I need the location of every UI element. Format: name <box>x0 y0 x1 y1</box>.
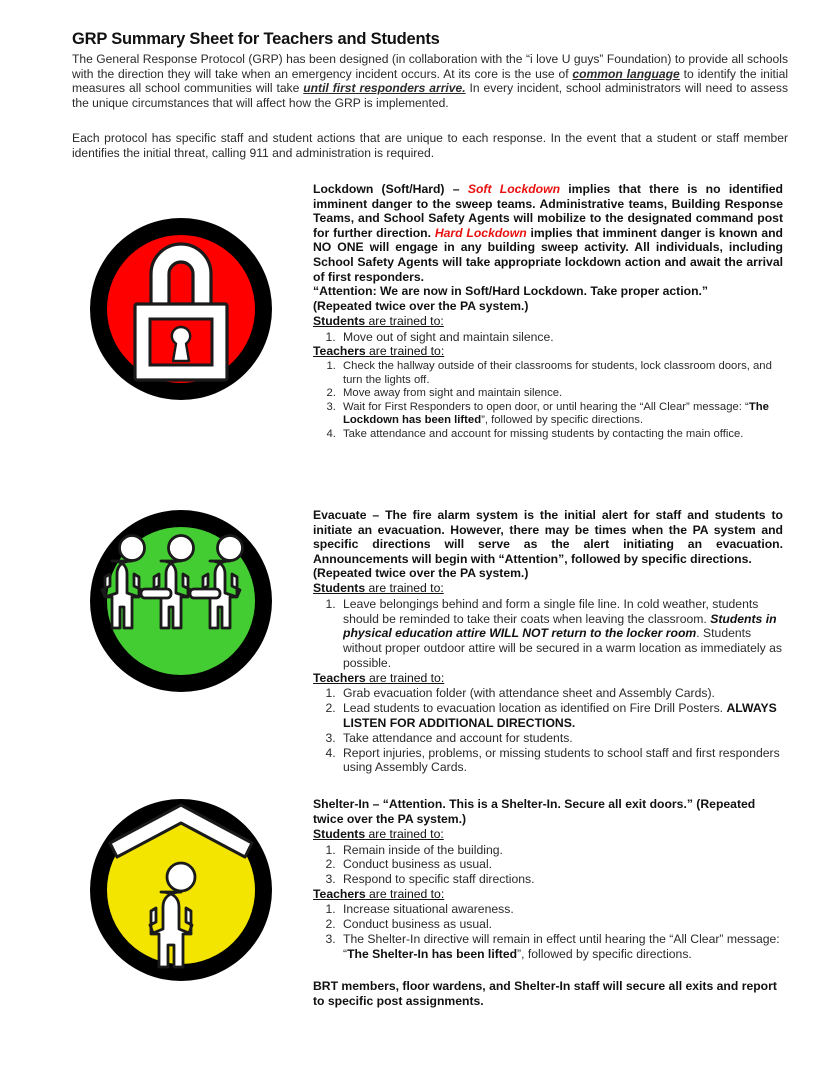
shelter-students-steps <box>313 843 783 887</box>
lockdown-students-steps <box>313 330 783 345</box>
evacuate-lead-paragraph: Evacuate – The fire alarm system is the initial alert for staff and students to initiate an evacuation. However, there may be times when the PA system and specific directions will serve as the alert initiating an evacuation. Announcements will begin with “Attention”, followed by specific directions. <box>313 508 783 566</box>
shelter-closing-statement: BRT members, floor wardens, and Shelter-In staff will secure all exits and report to specific post assignments. <box>313 978 777 1008</box>
evacuate-teachers-label <box>313 671 783 687</box>
list-item: 2. Conduct business as usual. <box>339 917 783 932</box>
three-people-holding-hands-icon <box>88 508 274 694</box>
evacuate-icon-container <box>88 508 274 694</box>
evacuate-repeat-note: (Repeated twice over the PA system.) <box>313 566 529 581</box>
list-item: 4. Take attendance and account for missing students by contacting the main office. <box>339 428 783 442</box>
lockdown-step3-bold: The Lockdown has been lifted <box>343 400 769 427</box>
lockdown-hard-emphasis: Hard Lockdown <box>434 225 527 240</box>
page-title: GRP Summary Sheet for Teachers and Students <box>72 30 440 48</box>
list-item: 3. Take attendance and account for students. <box>339 731 783 746</box>
lockdown-teachers-word: Teachers <box>313 344 366 359</box>
list-item <box>339 597 783 671</box>
lockdown-lead-a: Lockdown (Soft/Hard) – <box>313 182 468 196</box>
evacuate-student-step1-emphasis: Students in physical education attire WILL NOT return to the locker room <box>343 611 777 641</box>
evacuate-teachers-steps <box>313 686 783 775</box>
lockdown-lead-b: implies that there is no identified imminent danger to the sweep teams. Administrative teams, Building Response Teams, and School Safety Agents will mobilize to the designated command post for further direction. <box>313 182 783 240</box>
lockdown-announcement: “Attention: We are now in Soft/Hard Lockdown. Take proper action.” <box>313 284 708 299</box>
evacuate-students-rest: are trained to: <box>365 581 444 596</box>
intro-text-part-c: In every incident, school administrators will need to assess the unique circumstances that will affect how the GRP is implemented. <box>72 81 788 110</box>
lockdown-repeat-note: (Repeated twice over the PA system.) <box>313 299 529 314</box>
lockdown-soft-emphasis: Soft Lockdown <box>467 182 561 196</box>
shelter-text-column <box>313 797 783 1009</box>
lockdown-students-rest: are trained to: <box>365 314 444 329</box>
intro-text-part-b: to identify the initial measures all school communities will take <box>72 66 789 96</box>
evacuate-student-step1-b: . Students without proper outdoor attire will be secured in a warm location as immediately as possible. <box>343 626 782 671</box>
list-item: 2. Move away from sight and maintain silence. <box>339 387 783 401</box>
document-header <box>72 30 788 161</box>
evacuate-students-steps <box>313 597 783 671</box>
evacuate-students-word: Students <box>313 581 366 596</box>
padlock-icon <box>88 216 274 402</box>
shelter-teachers-label <box>313 887 783 903</box>
shelter-step3-a: The Shelter-In directive will remain in effect until hearing the “All Clear” message: “ <box>343 931 780 961</box>
list-item: 1. Increase situational awareness. <box>339 902 783 917</box>
person-under-roof-icon <box>88 797 274 983</box>
shelter-teachers-steps <box>313 902 783 961</box>
evacuate-teachers-word: Teachers <box>313 670 366 685</box>
shelter-step3-bold: The Shelter-In has been lifted <box>347 946 518 961</box>
shelter-students-word: Students <box>313 827 366 841</box>
intro-paragraph-2: Each protocol has specific staff and student actions that are unique to each response. In the event that a student or staff member identifies the initial threat, calling 911 and administration is required. <box>72 131 788 160</box>
lockdown-text-column <box>313 182 783 442</box>
list-item: 4. Report injuries, problems, or missing students to school staff and first responders using Assembly Cards. <box>339 746 783 776</box>
lockdown-students-word: Students <box>313 314 366 329</box>
intro-paragraph-1 <box>72 52 788 110</box>
shelter-teachers-word: Teachers <box>313 886 366 901</box>
lockdown-students-label <box>313 314 783 330</box>
list-item <box>339 701 783 731</box>
evacuate-teacher-step2-bold: ALWAYS LISTEN FOR ADDITIONAL DIRECTIONS. <box>343 701 777 730</box>
shelter-step3-b: ”, followed by specific directions. <box>517 946 692 961</box>
lockdown-lead-paragraph <box>313 182 783 284</box>
list-item <box>339 401 783 428</box>
list-item: 2. Conduct business as usual. <box>339 857 783 872</box>
list-item: 1. Check the hallway outside of their classrooms for students, lock classroom doors, and turn the lights off. <box>339 360 783 387</box>
lockdown-icon-container <box>88 216 274 402</box>
shelter-icon-container <box>88 797 274 983</box>
evacuate-teachers-rest: are trained to: <box>365 670 445 685</box>
evacuate-teacher-step2-a: Lead students to evacuation location as identified on Fire Drill Posters. <box>343 701 727 716</box>
lockdown-teachers-steps <box>313 360 783 442</box>
lockdown-lead-c: implies that imminent danger is known and NO ONE will engage in any building sweep activity. All individuals, including School Safety Agents will take appropriate lockdown action and await the arrival of first responders. <box>313 225 783 284</box>
intro-text-part-a: The General Response Protocol (GRP) has been designed (in collaboration with the “i love U guys” Foundation) to provide all schools with the direction they will take when an emergency incident occurs. At its core is the use of <box>72 52 788 81</box>
shelter-lead-paragraph: Shelter-In – “Attention. This is a Shelter-In. Secure all exit doors.” (Repeated twice over the PA system.) <box>313 797 756 826</box>
list-item: 3. Respond to specific staff directions. <box>339 872 783 887</box>
shelter-students-rest: are trained to: <box>365 827 444 841</box>
lockdown-teachers-rest: are trained to: <box>365 344 445 359</box>
shelter-students-label <box>313 827 783 843</box>
intro-emphasis-common-language: common language <box>572 66 680 81</box>
shelter-teachers-rest: are trained to: <box>365 886 445 901</box>
intro-emphasis-first-responders: until first responders arrive. <box>303 81 466 96</box>
list-item: 1. Move out of sight and maintain silence. <box>339 330 783 345</box>
list-item <box>339 932 783 962</box>
lockdown-teachers-label <box>313 344 783 360</box>
evacuate-student-step1-a: Leave belongings behind and form a single file line. In cold weather, students should be reminded to take their coats when leaving the classroom. <box>343 596 759 626</box>
list-item: 1. Remain inside of the building. <box>339 843 783 858</box>
evacuate-students-label <box>313 581 783 597</box>
lockdown-step3-a: Wait for First Responders to open door, or until hearing the “All Clear” message: “ <box>343 400 749 413</box>
evacuate-text-column <box>313 508 783 775</box>
lockdown-step3-b: ”, followed by specific directions. <box>481 414 644 427</box>
list-item: 1. Grab evacuation folder (with attendance sheet and Assembly Cards). <box>339 686 783 701</box>
